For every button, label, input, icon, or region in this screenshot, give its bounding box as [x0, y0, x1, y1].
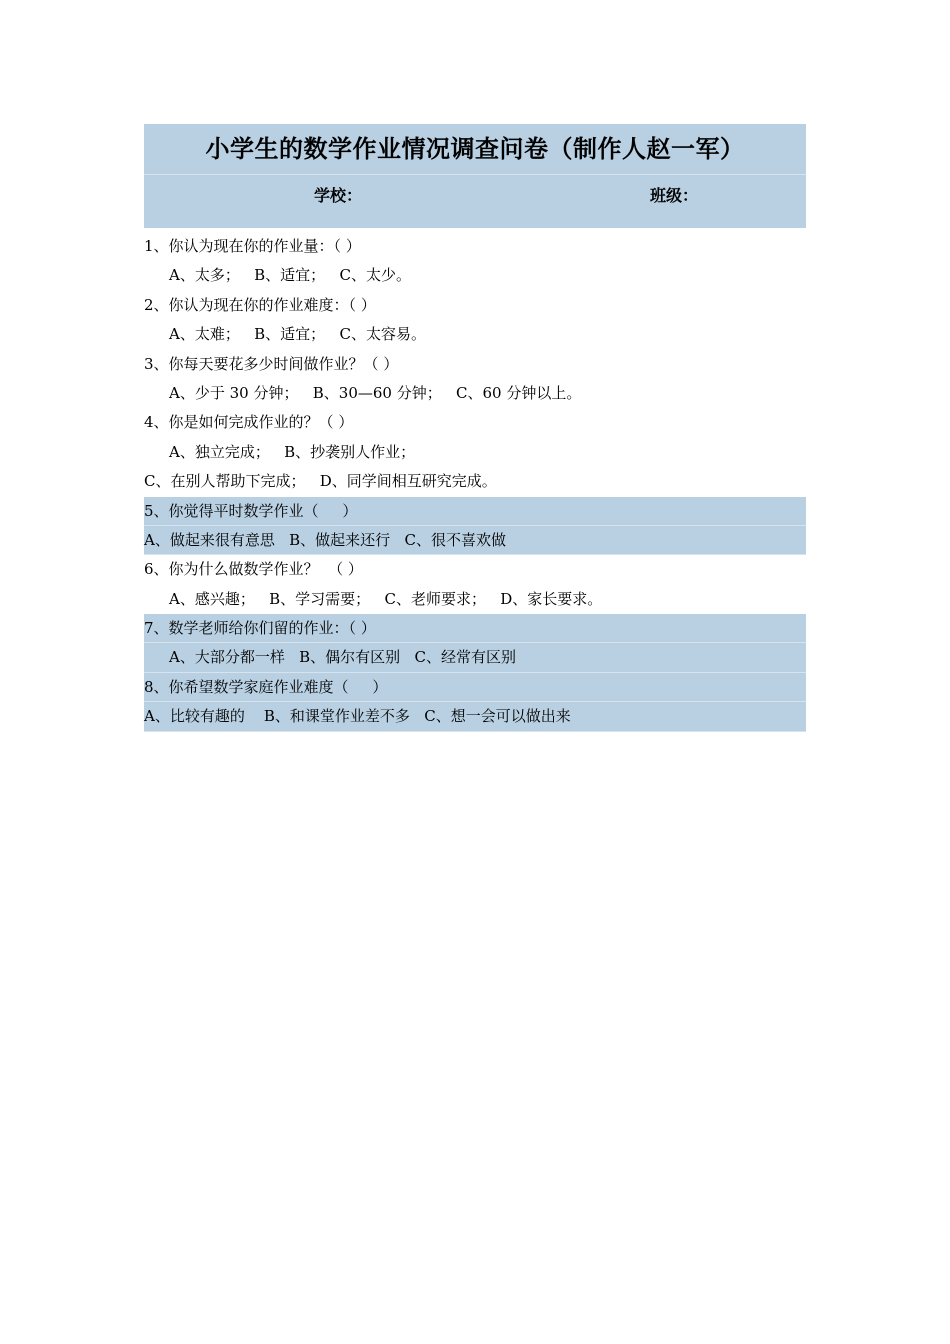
question-8: 8、你希望数学家庭作业难度（ ）: [144, 673, 806, 702]
question-7-options: A、大部分都一样 B、偶尔有区别 C、经常有区别: [144, 643, 806, 672]
page-title: 小学生的数学作业情况调查问卷（制作人赵一军）: [205, 135, 745, 163]
question-3: 3、你每天要花多少时间做作业？（ ）: [144, 354, 399, 373]
question-1-options: A、太多； B、适宜； C、太少。: [169, 266, 411, 285]
question-4: 4、你是如何完成作业的？（ ）: [144, 413, 354, 432]
question-6: 6、你为什么做数学作业？ （ ）: [144, 560, 363, 579]
question-1: 1、你认为现在你的作业量：（ ）: [144, 237, 361, 255]
class-label: 班级：: [650, 186, 699, 205]
question-7: 7、数学老师给你们留的作业：（ ）: [144, 614, 806, 643]
question-3-options: A、少于 30 分钟； B、30—60 分钟； C、60 分钟以上。: [169, 383, 582, 402]
questionnaire: [144, 124, 806, 732]
question-5: 5、你觉得平时数学作业（ ）: [144, 497, 806, 526]
question-4-options-c-d: C、在别人帮助下完成； D、同学间相互研究完成。: [144, 472, 497, 491]
question-4-options-a-b: A、独立完成； B、抄袭别人作业；: [169, 442, 416, 461]
question-5-options: A、做起来很有意思 B、做起来还行 C、很不喜欢做: [144, 526, 806, 555]
question-list: [144, 232, 806, 732]
question-6-options: A、感兴趣； B、学习需要； C、老师要求； D、家长要求。: [169, 589, 603, 608]
question-2: 2、你认为现在你的作业难度：（ ）: [144, 295, 376, 314]
question-2-options: A、太难； B、适宜； C、太容易。: [169, 325, 426, 344]
info-line: [144, 175, 806, 228]
question-8-options: A、比较有趣的 B、和课堂作业差不多 C、想一会可以做出来: [144, 702, 806, 731]
questionnaire-header: [144, 124, 806, 228]
school-label: 学校：: [314, 186, 363, 205]
